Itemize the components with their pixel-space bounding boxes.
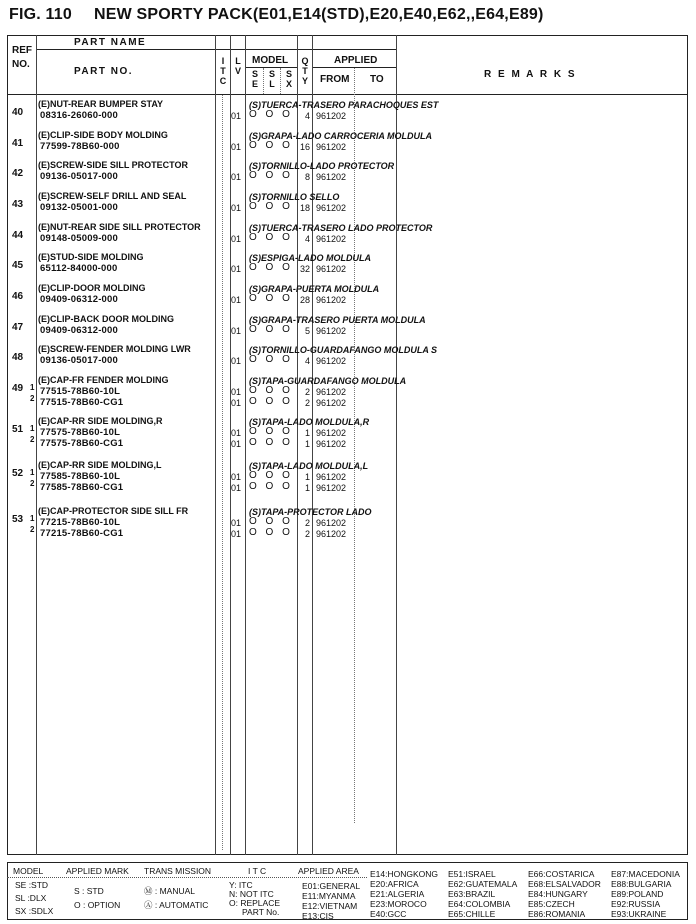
part-number: 77575-78B60-10L bbox=[40, 427, 121, 438]
lv-value: 01 bbox=[231, 387, 242, 397]
part-number: 77585-78B60-CG1 bbox=[40, 482, 124, 493]
header-model-sl: S L bbox=[268, 69, 275, 89]
model-marks: O O O bbox=[249, 385, 293, 396]
remarks-text: (S)GRAPA-PUERTA MOLDULA bbox=[249, 284, 380, 294]
model-marks: O O O bbox=[249, 293, 293, 304]
part-number: 09409-06312-000 bbox=[40, 294, 119, 305]
legend-models: SE :STD SL :DLX SX :SDLX bbox=[15, 880, 54, 916]
model-marks: O O O bbox=[249, 354, 293, 365]
remarks-text: (S)TORNILLO-GUARDAFANGO MOLDULA S bbox=[249, 345, 437, 355]
header-to: TO bbox=[370, 74, 384, 85]
sub-number: 1 bbox=[30, 383, 35, 392]
ref-number: 48 bbox=[12, 352, 24, 363]
model-marks: O O O bbox=[249, 109, 293, 120]
legend-marks: S : STD O : OPTION bbox=[74, 886, 121, 910]
qty-value: 4 bbox=[304, 234, 310, 244]
header-model-sx: S X bbox=[285, 69, 292, 89]
model-marks: O O O bbox=[249, 470, 293, 481]
qty-value: 4 bbox=[304, 111, 310, 121]
qty-value: 32 bbox=[299, 264, 310, 274]
sub-number: 2 bbox=[30, 479, 35, 488]
lv-value: 01 bbox=[231, 295, 242, 305]
header-part-name: PART NAME bbox=[74, 37, 147, 48]
remarks-text: (S)ESPIGA-LADO MOLDULA bbox=[249, 253, 371, 263]
applied-from: 961202 bbox=[316, 111, 347, 121]
part-number: 09136-05017-000 bbox=[40, 355, 119, 366]
remarks-text: (S)GRAPA-LADO CARROCERIA MOLDULA bbox=[249, 131, 432, 141]
qty-value: 8 bbox=[304, 172, 310, 182]
part-number: 09136-05017-000 bbox=[40, 171, 119, 182]
model-marks: O O O bbox=[249, 262, 293, 273]
applied-from: 961202 bbox=[316, 387, 347, 397]
header-rule-partname bbox=[36, 49, 396, 50]
qty-value: 1 bbox=[304, 428, 310, 438]
model-marks: O O O bbox=[249, 396, 293, 407]
legend-h-applied-mark: APPLIED MARK bbox=[66, 866, 129, 876]
legend-areas-col3: E66:COSTARICA E68:ELSALVADOR E84:HUNGARY E85:CZECH E86:ROMANIA bbox=[528, 869, 601, 919]
figure-number: FIG. 110 bbox=[9, 6, 72, 23]
remarks-text: (S)TORNILLO SELLO bbox=[249, 192, 340, 202]
remarks-text: (S)TAPA-LADO MOLDULA,L bbox=[249, 461, 369, 471]
part-name: (E)CLIP-DOOR MOLDING bbox=[38, 283, 146, 293]
lv-value: 01 bbox=[231, 439, 242, 449]
part-name: (E)STUD-SIDE MOLDING bbox=[38, 252, 144, 262]
lv-value: 01 bbox=[231, 234, 242, 244]
ref-number: 44 bbox=[12, 230, 24, 241]
legend-areas-col2: E51:ISRAEL E62:GUATEMALA E63:BRAZIL E64:COLOMBIA E65:CHILLE bbox=[448, 869, 518, 919]
remarks-text: (S)TORNILLO-LADO PROTECTOR bbox=[249, 161, 395, 171]
lv-value: 01 bbox=[231, 326, 242, 336]
ref-number: 40 bbox=[12, 107, 24, 118]
part-name: (E)CAP-RR SIDE MOLDING,L bbox=[38, 460, 162, 470]
lv-value: 01 bbox=[231, 172, 242, 182]
part-name: (E)NUT-REAR BUMPER STAY bbox=[38, 99, 164, 109]
part-name: (E)NUT-REAR SIDE SILL PROTECTOR bbox=[38, 222, 201, 232]
applied-from: 961202 bbox=[316, 483, 347, 493]
applied-from: 961202 bbox=[316, 295, 347, 305]
lv-value: 01 bbox=[231, 428, 242, 438]
page-title bbox=[9, 6, 544, 24]
part-number: 09409-06312-000 bbox=[40, 325, 119, 336]
applied-from: 961202 bbox=[316, 234, 347, 244]
sub-number: 1 bbox=[30, 424, 35, 433]
legend-h-trans: TRANS MISSION bbox=[144, 866, 212, 876]
applied-from: 961202 bbox=[316, 428, 347, 438]
qty-value: 18 bbox=[299, 203, 310, 213]
legend-areas-col1: E14:HONGKONG E20:AFRICA E21:ALGERIA E23:MOROCO E40:GCC bbox=[370, 869, 439, 919]
lv-value: 01 bbox=[231, 483, 242, 493]
col-sep-ref bbox=[36, 35, 37, 855]
qty-value: 1 bbox=[304, 472, 310, 482]
header-bottom-rule bbox=[7, 94, 688, 95]
part-name: (E)CAP-FR FENDER MOLDING bbox=[38, 375, 169, 385]
ref-number: 43 bbox=[12, 199, 24, 210]
part-name: (E)SCREW-SELF DRILL AND SEAL bbox=[38, 191, 187, 201]
part-name: (E)SCREW-SIDE SILL PROTECTOR bbox=[38, 160, 188, 170]
header-from: FROM bbox=[320, 74, 350, 85]
col-dot-model-2 bbox=[280, 68, 281, 94]
legend-h-model: MODEL bbox=[13, 866, 44, 876]
model-marks: O O O bbox=[249, 437, 293, 448]
qty-value: 2 bbox=[304, 529, 310, 539]
col-dot-itc bbox=[222, 95, 223, 850]
qty-value: 2 bbox=[304, 518, 310, 528]
qty-value: 2 bbox=[304, 387, 310, 397]
model-marks: O O O bbox=[249, 201, 293, 212]
remarks-text: (S)TUERCA-TRASERO LADO PROTECTOR bbox=[249, 223, 433, 233]
qty-value: 1 bbox=[304, 439, 310, 449]
header-lv: L V bbox=[234, 56, 241, 76]
header-remarks: R E M A R K S bbox=[484, 69, 577, 80]
header-applied: APPLIED bbox=[334, 55, 378, 66]
figure-name: NEW SPORTY PACK(E01,E14(STD),E20,E40,E62,,E64,E89) bbox=[93, 6, 544, 23]
part-name: (E)CLIP-BACK DOOR MOLDING bbox=[38, 314, 174, 324]
remarks-text: (S)GRAPA-TRASERO PUERTA MOLDULA bbox=[249, 315, 426, 325]
qty-value: 4 bbox=[304, 356, 310, 366]
applied-from: 961202 bbox=[316, 142, 347, 152]
applied-from: 961202 bbox=[316, 203, 347, 213]
applied-from: 961202 bbox=[316, 472, 347, 482]
legend-areas-col0: E01:GENERAL E11:MYANMA E12:VIETNAM E13:CIS bbox=[302, 881, 361, 921]
applied-from: 961202 bbox=[316, 518, 347, 528]
remarks-text: (S)TUERCA-TRASERO PARACHOQUES EST bbox=[249, 100, 439, 110]
lv-value: 01 bbox=[231, 356, 242, 366]
header-model: MODEL bbox=[252, 55, 289, 66]
header-itc: I T C bbox=[219, 56, 227, 86]
applied-from: 961202 bbox=[316, 398, 347, 408]
part-number: 77575-78B60-CG1 bbox=[40, 438, 124, 449]
lv-value: 01 bbox=[231, 529, 242, 539]
model-marks: O O O bbox=[249, 527, 293, 538]
remarks-text: (S)TAPA-PROTECTOR LADO bbox=[249, 507, 372, 517]
part-number: 09132-05001-000 bbox=[40, 202, 119, 213]
lv-value: 01 bbox=[231, 472, 242, 482]
part-number: 77585-78B60-10L bbox=[40, 471, 121, 482]
remarks-text: (S)TAPA-LADO MOLDULA,R bbox=[249, 417, 370, 427]
ref-number: 42 bbox=[12, 168, 24, 179]
applied-from: 961202 bbox=[316, 172, 347, 182]
model-marks: O O O bbox=[249, 324, 293, 335]
col-sep-itc bbox=[215, 35, 216, 855]
qty-value: 1 bbox=[304, 483, 310, 493]
lv-value: 01 bbox=[231, 142, 242, 152]
col-dot-fromto bbox=[354, 68, 355, 823]
part-name: (E)CAP-RR SIDE MOLDING,R bbox=[38, 416, 163, 426]
part-name: (E)CAP-PROTECTOR SIDE SILL FR bbox=[38, 506, 189, 516]
header-ref: REF bbox=[12, 45, 32, 56]
legend-itc: Y: ITC N: NOT ITC O: REPLACE PART No. bbox=[229, 880, 281, 917]
part-number: 09148-05009-000 bbox=[40, 233, 119, 244]
ref-number: 45 bbox=[12, 260, 24, 271]
applied-from: 961202 bbox=[316, 529, 347, 539]
legend-h-area: APPLIED AREA bbox=[298, 866, 359, 876]
part-number: 08316-26060-000 bbox=[40, 110, 119, 121]
ref-number: 52 bbox=[12, 468, 24, 479]
lv-value: 01 bbox=[231, 518, 242, 528]
model-marks: O O O bbox=[249, 481, 293, 492]
ref-number: 47 bbox=[12, 322, 24, 333]
model-marks: O O O bbox=[249, 426, 293, 437]
legend-trans: Ⓜ : MANUAL Ⓐ : AUTOMATIC bbox=[144, 886, 209, 910]
ref-number: 51 bbox=[12, 424, 24, 435]
col-sep-remarks bbox=[396, 35, 397, 855]
ref-number: 46 bbox=[12, 291, 24, 302]
col-sep-from bbox=[312, 35, 313, 855]
col-dot-model-1 bbox=[263, 68, 264, 94]
part-name: (E)CLIP-SIDE BODY MOLDING bbox=[38, 130, 168, 140]
sub-number: 2 bbox=[30, 525, 35, 534]
part-name: (E)SCREW-FENDER MOLDING LWR bbox=[38, 344, 191, 354]
qty-value: 28 bbox=[299, 295, 310, 305]
lv-value: 01 bbox=[231, 203, 242, 213]
applied-from: 961202 bbox=[316, 439, 347, 449]
remarks-text: (S)TAPA-GUARDAFANGO MOLDULA bbox=[249, 376, 407, 386]
applied-from: 961202 bbox=[316, 326, 347, 336]
lv-value: 01 bbox=[231, 264, 242, 274]
legend-h-itc: I T C bbox=[248, 866, 267, 876]
ref-number: 53 bbox=[12, 514, 24, 525]
part-number: 77599-78B60-000 bbox=[40, 141, 120, 152]
part-number: 77515-78B60-CG1 bbox=[40, 397, 124, 408]
legend-header-rule bbox=[7, 877, 367, 878]
part-number: 77515-78B60-10L bbox=[40, 386, 121, 397]
lv-value: 01 bbox=[231, 111, 242, 121]
legend-areas-col4: E87:MACEDONIA E88:BULGARIA E89:POLAND E92:RUSSIA E93:UKRAINE bbox=[611, 869, 680, 919]
header-model-se: S E bbox=[251, 69, 258, 89]
part-number: 77215-78B60-CG1 bbox=[40, 528, 124, 539]
ref-number: 41 bbox=[12, 138, 24, 149]
part-number: 77215-78B60-10L bbox=[40, 517, 121, 528]
sub-number: 1 bbox=[30, 514, 35, 523]
sub-number: 2 bbox=[30, 435, 35, 444]
header-qty: Q T Y bbox=[301, 56, 309, 86]
sub-number: 1 bbox=[30, 468, 35, 477]
sub-number: 2 bbox=[30, 394, 35, 403]
qty-value: 16 bbox=[299, 142, 310, 152]
col-sep-model bbox=[245, 35, 246, 855]
lv-value: 01 bbox=[231, 398, 242, 408]
part-number: 65112-84000-000 bbox=[40, 263, 118, 274]
header-part-no: PART NO. bbox=[74, 66, 134, 77]
model-rule bbox=[245, 67, 297, 68]
model-marks: O O O bbox=[249, 516, 293, 527]
qty-value: 2 bbox=[304, 398, 310, 408]
header-no: NO. bbox=[12, 59, 30, 70]
ref-number: 49 bbox=[12, 383, 24, 394]
model-marks: O O O bbox=[249, 140, 293, 151]
qty-value: 5 bbox=[304, 326, 310, 336]
model-marks: O O O bbox=[249, 170, 293, 181]
model-marks: O O O bbox=[249, 232, 293, 243]
applied-from: 961202 bbox=[316, 264, 347, 274]
applied-from: 961202 bbox=[316, 356, 347, 366]
